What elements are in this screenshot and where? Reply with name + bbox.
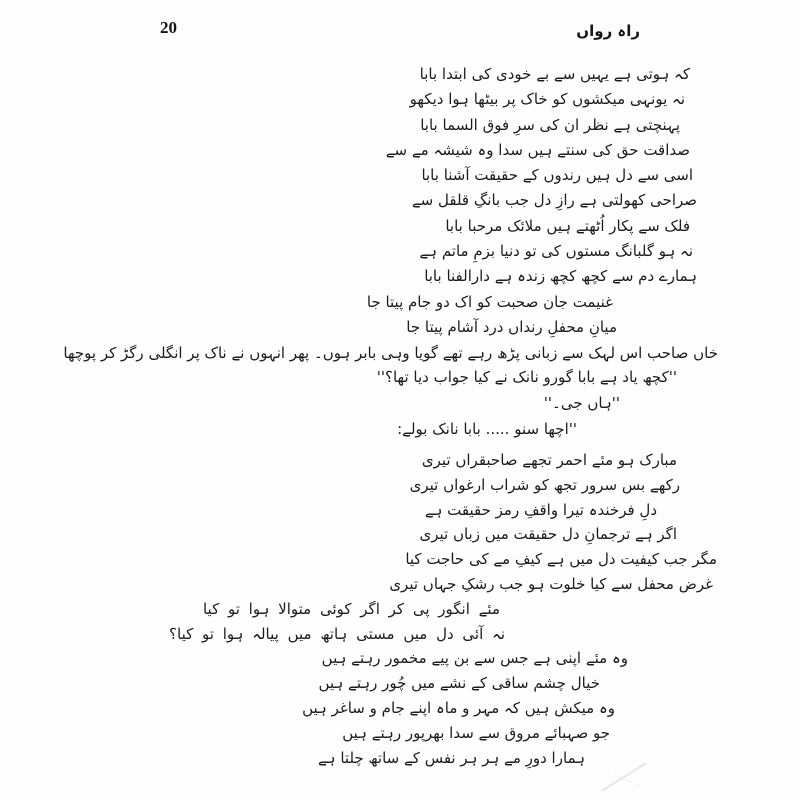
poem-line: مئے انگور پی کر اگر کوئی متوالا ہوا تو کیا [202,599,500,618]
poem-line: دلِ فرخندہ تیرا واقفِ رمز حقیقت ہے [424,500,657,519]
running-title: راہ رواں [576,22,640,40]
poem-line: مبارک ہو مئے احمر تجھے صاحبقراں تیری [421,451,677,469]
poem-first-stanza [367,62,720,340]
poem-line: نہ یونہی میکشوں کو خاک پر بیٹھا ہوا دیکھو [409,90,685,109]
poem-line: غنیمت جان صحبت کو اک دو جام پیتا جا [366,292,613,311]
poem-line: ہمارا دورِ مے ہر ہر نفس کے ساتھ چلتا ہے [318,748,585,767]
dialogue-answer: ''ہاں جی۔'' [543,394,620,412]
poem-line: صراحی کھولتی ہے رازِ دل جب بانگِ قلقل سے [411,191,697,210]
poem-second-stanza [169,448,720,770]
poem-line: صداقت حق کی سنتے ہیں سدا وہ شیشہ مے سے [385,140,690,159]
poem-line: خیال چشم ساقی کے نشے میں چُور رہتے ہیں [318,674,600,693]
poem-line: نہ ہو گلبانگ مستوں کی تو دنیا بزمِ ماتم ہے [419,242,693,261]
poem-line: وہ مئے اپنی ہے جس سے بن پیے مخمور رہتے ہیں [321,649,628,668]
prose-paragraph: خاں صاحب اس لہک سے زبانی پڑھ رہے تھے گویا وہی بابر ہوں۔ پھر انہوں نے ناک پر انگلی رگڑ کر پوچھا [63,344,718,362]
page-number: 20 [160,18,177,37]
poem-line: غرض محفل سے کیا خلوت ہو جب رشکِ جہاں تیری [389,574,713,593]
poem-line: پہنچتی ہے نظر ان کی سرِ فوق السما بابا [420,115,680,134]
poem-line: مگر جب کیفیت دل میں ہے کیفِ مے کی حاجت کیا [405,550,717,569]
poem-line: ہمارے دم سے کچھ کچھ زندہ ہے دارالفنا بابا [424,267,697,286]
poem-line: فلک سے پکار اُٹھتے ہیں ملائک مرحبا بابا [445,216,690,235]
poem-line: اسی سے دل ہیں رندوں کے حقیقت آشنا بابا [421,166,693,185]
poem-line: میانِ محفلِ رنداں درد آشام پیتا جا [406,317,617,336]
dialogue-lead-in: ''اچھا سنو ..... بابا نانک بولے: [397,420,577,438]
poem-line: رکھے بس سرور تجھ کو شراب ارغواں تیری [409,475,680,494]
poem-line: نہ آئی دل میں مستی ہاتھ میں پیالہ ہوا تو کیا؟ [169,624,505,643]
poem-line: کہ ہوتی ہے یہیں سے بے خودی کی ابتدا بابا [419,65,690,83]
dialogue-question: ''کچھ یاد ہے بابا گورو نانک نے کیا جواب دیا تھا؟'' [376,368,677,386]
poem-line: وہ میکش ہیں کہ مہر و ماہ اپنے جام و ساغر ہیں [302,698,615,717]
poem-line: جو صہبائے مروق سے سدا بھرپور رہتے ہیں [342,723,610,742]
poem-line: اگر ہے ترجمانِ دل حقیقت میں زباں تیری [419,525,677,544]
